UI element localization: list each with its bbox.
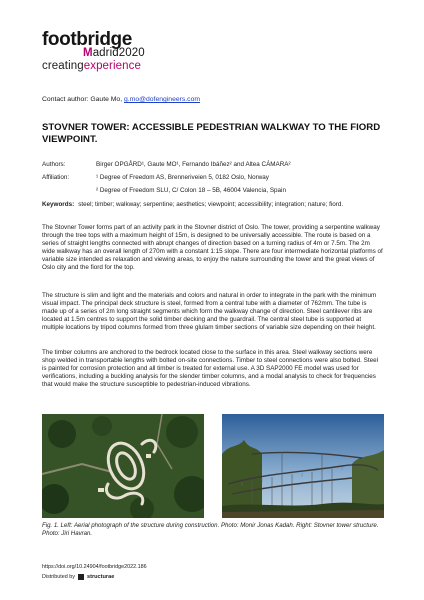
logo-m-mark: M <box>83 47 93 59</box>
affiliation-1: ¹ Degree of Freedom AS, Brenneriveien 5, 0182 Oslo, Norway <box>96 174 269 181</box>
contact-author <box>42 96 200 103</box>
body-paragraph-3: The timber columns are anchored to the bedrock located close to the surface in this area. Steel walkway sections were shop welded in transportable lengths with bolted on-site connections. Timber to steel connections were also bolted. Steel is painted for corrosion protection and all timber is treated for external use. A 3D SAP2000 FE model was used for verifications, including a buckling analysis for the slender timber columns, and a modal analysis to check for frequencies that would make the structure susceptible to pedestrian-induced vibrations. <box>42 349 379 388</box>
aerial-photo <box>42 414 204 518</box>
doi-link[interactable]: https://doi.org/10.24904/footbridge2022.186 <box>42 564 147 570</box>
contact-prefix: Contact author: Gaute Mo, <box>42 96 124 103</box>
logo-madrid-text: adrid2020 <box>92 47 145 59</box>
tower-photo <box>222 414 384 518</box>
logo-line-creating <box>42 61 145 73</box>
keywords-row <box>42 201 343 208</box>
structurae-brand: structurae <box>86 574 115 580</box>
keywords-label: Keywords: <box>42 201 75 208</box>
authors-label: Authors: <box>42 161 66 168</box>
affiliation-2: ² Degree of Freedom SLU, C/ Colon 18 – 5B, 46004 Valencia, Spain <box>96 187 286 194</box>
figure-caption: Fig. 1. Left: Aerial photograph of the structure during construction. Photo: Monir Jonas Kadah. Right: Stovner tower structure. Photo: Jiri Havran. <box>42 522 379 537</box>
structurae-logo-icon <box>78 574 84 580</box>
logo-line-madrid <box>83 48 145 60</box>
distribution-line <box>42 574 114 580</box>
logo-creating-text: creating <box>42 59 84 72</box>
authors-list: Birger OPGÅRD¹, Gaute MO¹, Fernando Ibáñez² and Altea CÁMARA² <box>96 161 291 168</box>
distributed-by-label: Distributed by <box>42 574 75 580</box>
affiliation-label: Affiliation: <box>42 174 70 181</box>
body-paragraph-2: The structure is slim and light and the materials and colors and natural in order to integrate in the park with the minimum visual impact. The principal deck structure is steel, formed from a central tube with a diameter of 762mm. The tube is made up of a series of 2m long straight segments which form the walkway change of direction. Steel cantilever ribs are located at 1.5m centres to support the solid timber decking and the guardrail. The central steel tube is supported at multiple locations by tripod columns formed from three glulam timber sections of variable size depending on their height. <box>42 292 377 331</box>
logo-line-footbridge: footbridge <box>42 29 132 50</box>
keywords-list: steel; timber; walkway; serpentine; aesthetics; viewpoint; accessibility; integration; nature; fiord. <box>78 201 344 208</box>
logo-experience-text: experience <box>83 59 141 72</box>
paper-title: STOVNER TOWER: ACCESSIBLE PEDESTRIAN WALKWAY TO THE FIORD VIEWPOINT. <box>42 122 381 145</box>
contact-email-link[interactable]: g.mo@dofengineers.com <box>123 96 201 103</box>
body-paragraph-1: The Stovner Tower forms part of an activity park in the Stovner district of Oslo. The tower, providing a serpentine walkway through the tree tops with a maximum height of 15m, is designed to be universally accessible. The route is based on a series of straight lengths connected with abrupt changes of direction based on a turning radius of 4m or 7.5m. The 2m wide walkway has an overall length of 270m with a constant 1:15 slope. There are four intermediate horizontal platforms of variable size intended as relaxation and viewing areas, to enjoy the nature surrounding the tower and the great views of Oslo city and the fiord for the top. <box>42 224 383 271</box>
conference-logo <box>42 30 145 72</box>
